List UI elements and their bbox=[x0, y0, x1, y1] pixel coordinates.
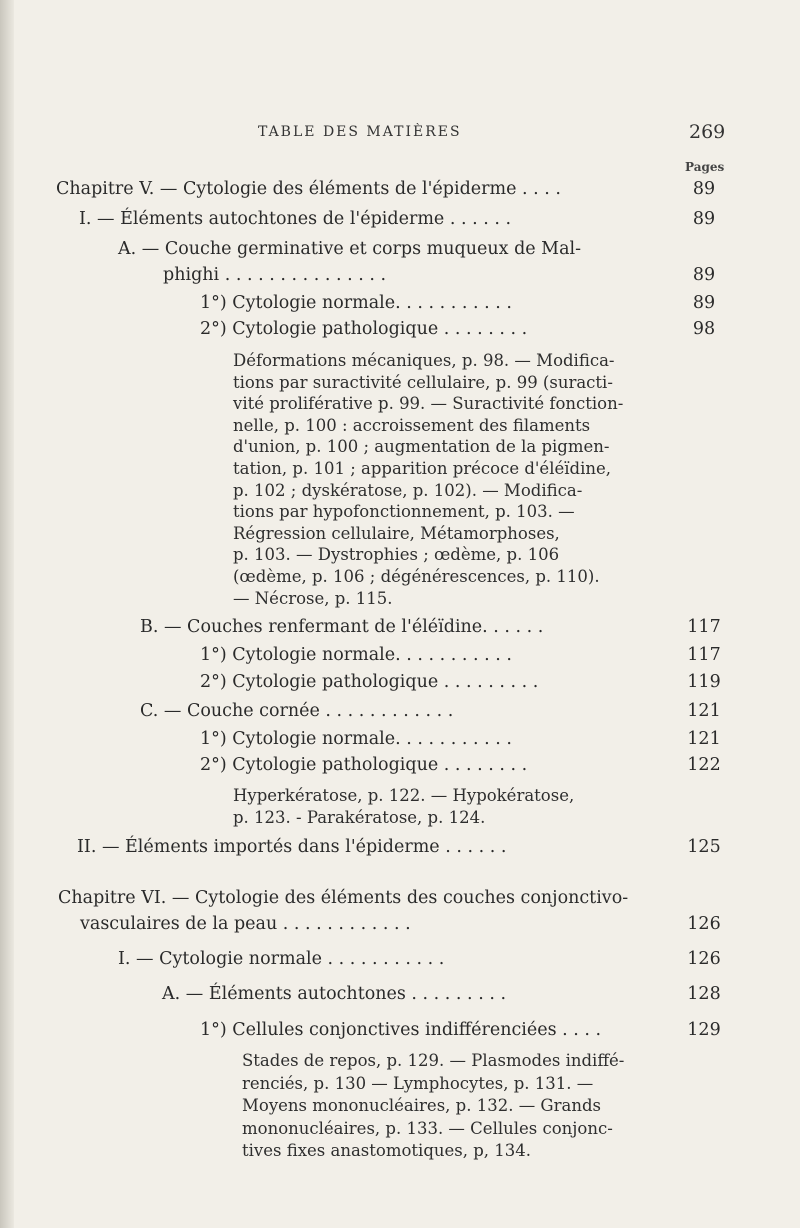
toc-page: 122 bbox=[687, 755, 721, 775]
subentry-paragraph bbox=[233, 785, 574, 828]
text-line: tions par hypofonctionnement, p. 103. — bbox=[233, 502, 575, 522]
text-line: Hyperkératose, p. 122. — Hypokératose, bbox=[233, 786, 575, 805]
toc-page: 119 bbox=[687, 672, 721, 692]
text-line: d'union, p. 100 ; augmentation de la pigmen- bbox=[233, 437, 610, 457]
toc-page: 121 bbox=[687, 701, 721, 721]
text-line: tives fixes anastomotiques, p, 134. bbox=[242, 1141, 532, 1160]
toc-entry: 1°) Cytologie normale. . . . . . . . . . . bbox=[200, 645, 512, 665]
toc-page: 126 bbox=[687, 914, 721, 934]
toc-entry: I. — Éléments autochtones de l'épiderme . . . . . . bbox=[79, 209, 512, 229]
text-line: p. 123. - Parakératose, p. 124. bbox=[233, 807, 486, 827]
text-line: Déformations mécaniques, p. 98. — Modifica- bbox=[233, 351, 615, 370]
subentry-paragraph bbox=[233, 350, 623, 609]
toc-page: 126 bbox=[687, 949, 721, 969]
text-line: vité proliférative p. 99. — Suractivité fonction- bbox=[233, 394, 624, 414]
toc-entry: I. — Cytologie normale . . . . . . . . . . . bbox=[118, 949, 445, 969]
toc-page: 129 bbox=[687, 1020, 721, 1040]
text-line: renciés, p. 130 — Lymphocytes, p. 131. — bbox=[242, 1073, 594, 1093]
text-line: Stades de repos, p. 129. — Plasmodes indiffé- bbox=[242, 1051, 625, 1070]
toc-entry: phighi . . . . . . . . . . . . . . . bbox=[163, 265, 387, 285]
toc-page: 121 bbox=[687, 729, 721, 749]
toc-page: 117 bbox=[687, 617, 721, 637]
toc-entry: vasculaires de la peau . . . . . . . . . . . . bbox=[80, 914, 411, 934]
toc-page: 98 bbox=[692, 319, 716, 339]
toc-entry: A. — Couche germinative et corps muqueux de Mal- bbox=[118, 239, 582, 259]
toc-entry: C. — Couche cornée . . . . . . . . . . . . bbox=[140, 701, 454, 721]
toc-entry: A. — Éléments autochtones . . . . . . . . . bbox=[162, 984, 507, 1004]
page-number: 269 bbox=[689, 121, 726, 143]
text-line: nelle, p. 100 : accroissement des filaments bbox=[233, 415, 591, 435]
toc-page: 128 bbox=[687, 984, 721, 1004]
toc-entry-chapter-5: Chapitre V. — Cytologie des éléments de l'épiderme . . . . bbox=[56, 179, 561, 199]
pages-column-label: Pages bbox=[685, 160, 725, 174]
text-line: tions par suractivité cellulaire, p. 99 (suracti- bbox=[233, 372, 613, 392]
running-title: TABLE DES MATIÈRES bbox=[258, 124, 462, 140]
toc-entry: 2°) Cytologie pathologique . . . . . . . . . bbox=[200, 672, 539, 692]
toc-entry: 1°) Cytologie normale. . . . . . . . . . . bbox=[200, 729, 512, 749]
toc-page: 89 bbox=[692, 293, 716, 313]
toc-page: 89 bbox=[692, 179, 716, 199]
text-line: Moyens mononucléaires, p. 132. — Grands bbox=[242, 1096, 601, 1115]
text-line: — Nécrose, p. 115. bbox=[233, 588, 393, 608]
toc-entry: 2°) Cytologie pathologique . . . . . . . . bbox=[200, 319, 528, 339]
toc-page: 125 bbox=[687, 837, 721, 857]
text-line: tation, p. 101 ; apparition précoce d'éléïdine, bbox=[233, 458, 611, 478]
page-binding-edge bbox=[0, 0, 14, 1228]
toc-entry: II. — Éléments importés dans l'épiderme . . . . . . bbox=[77, 837, 507, 857]
text-line: p. 103. — Dystrophies ; œdème, p. 106 bbox=[233, 545, 560, 565]
toc-entry: 1°) Cytologie normale. . . . . . . . . . . bbox=[200, 293, 512, 313]
subentry-paragraph bbox=[242, 1050, 624, 1163]
toc-page: 89 bbox=[692, 209, 716, 229]
toc-page: 89 bbox=[692, 265, 716, 285]
text-line: (œdème, p. 106 ; dégénérescences, p. 110). bbox=[233, 566, 600, 586]
toc-page: 117 bbox=[687, 645, 721, 665]
text-line: p. 102 ; dyskératose, p. 102). — Modifica- bbox=[233, 480, 583, 500]
toc-entry: B. — Couches renfermant de l'éléïdine. . . . . . bbox=[140, 617, 544, 637]
text-line: Régression cellulaire, Métamorphoses, bbox=[233, 523, 560, 543]
toc-entry-chapter-6: Chapitre VI. — Cytologie des éléments des couches conjonctivo- bbox=[58, 888, 629, 908]
toc-entry: 1°) Cellules conjonctives indifférenciées . . . . bbox=[200, 1020, 602, 1040]
toc-entry: 2°) Cytologie pathologique . . . . . . . . bbox=[200, 755, 528, 775]
text-line: mononucléaires, p. 133. — Cellules conjonc- bbox=[242, 1118, 613, 1138]
